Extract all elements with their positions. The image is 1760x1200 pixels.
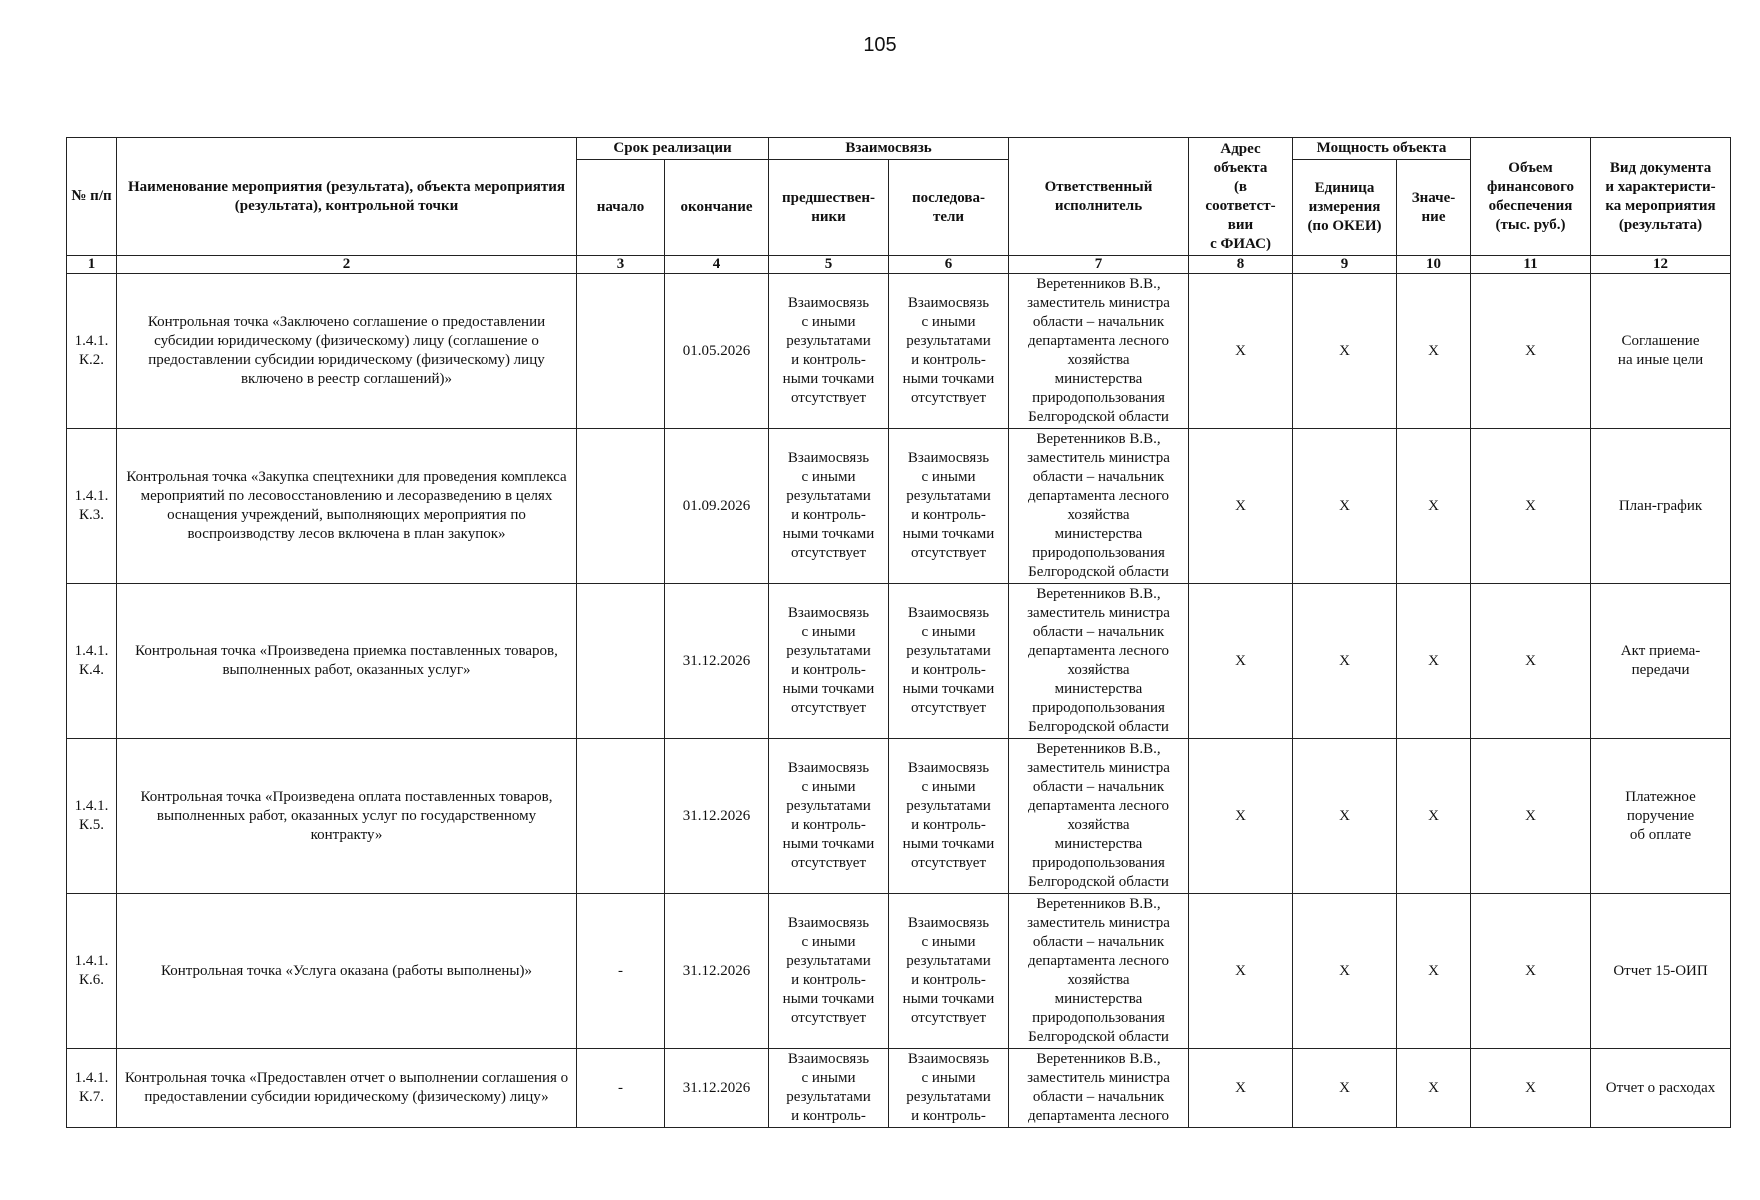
header-start: начало (577, 160, 665, 256)
row-responsible: Веретенников В.В., заместитель министра области – начальник департамента лесного хозяйства министерства природопользования Белгородской области (1009, 429, 1189, 584)
row-number: 1.4.1. К.3. (67, 429, 117, 584)
row-responsible: Веретенников В.В., заместитель министра области – начальник департамента лесного хозяйства министерства природопользования Белгородской области (1009, 584, 1189, 739)
row-unit: X (1293, 1049, 1397, 1128)
row-funding: X (1471, 894, 1591, 1049)
row-predecessors: Взаимосвязь с иными результатами и контроль- ными точками отсутствует (769, 274, 889, 429)
row-successors: Взаимосвязь с иными результатами и контроль- ными точками отсутствует (889, 739, 1009, 894)
header-name: Наименование мероприятия (результата), объекта мероприятия (результата), контрольной точки (117, 138, 577, 256)
row-funding: X (1471, 429, 1591, 584)
header-capacity-group: Мощность объекта (1293, 138, 1471, 160)
table-row (67, 429, 1731, 584)
column-number: 2 (117, 256, 577, 274)
table-row (67, 584, 1731, 739)
row-name: Контрольная точка «Предоставлен отчет о выполнении соглашения о предоставлении субсидии юридическому (физическому) лицу» (117, 1049, 577, 1128)
row-successors: Взаимосвязь с иными результатами и контроль- ными точками отсутствует (889, 584, 1009, 739)
row-unit: X (1293, 584, 1397, 739)
row-address: X (1189, 894, 1293, 1049)
row-funding: X (1471, 584, 1591, 739)
column-number: 9 (1293, 256, 1397, 274)
column-number: 10 (1397, 256, 1471, 274)
row-start (577, 584, 665, 739)
column-number: 12 (1591, 256, 1731, 274)
row-successors: Взаимосвязь с иными результатами и контроль- ными точками отсутствует (889, 429, 1009, 584)
row-start (577, 429, 665, 584)
header-num: № п/п (67, 138, 117, 256)
row-value: X (1397, 274, 1471, 429)
row-doc-type: План-график (1591, 429, 1731, 584)
table-row (67, 274, 1731, 429)
row-successors: Взаимосвязь с иными результатами и контроль- ными точками отсутствует (889, 274, 1009, 429)
row-name: Контрольная точка «Произведена оплата поставленных товаров, выполненных работ, оказанных услуг по государственному контракту» (117, 739, 577, 894)
row-predecessors: Взаимосвязь с иными результатами и контроль- ными точками отсутствует (769, 429, 889, 584)
header-link-group: Взаимосвязь (769, 138, 1009, 160)
row-value: X (1397, 584, 1471, 739)
row-number: 1.4.1. К.6. (67, 894, 117, 1049)
header-period-group: Срок реализации (577, 138, 769, 160)
row-funding: X (1471, 739, 1591, 894)
row-doc-type: Отчет 15-ОИП (1591, 894, 1731, 1049)
row-name: Контрольная точка «Заключено соглашение о предоставлении субсидии юридическому (физическому) лицу (соглашение о предоставлении субсидии юридическому (физическому) лицу включено в реестр соглашений)» (117, 274, 577, 429)
row-predecessors: Взаимосвязь с иными результатами и контроль- ными точками отсутствует (769, 584, 889, 739)
row-doc-type: Платежное поручение об оплате (1591, 739, 1731, 894)
row-number: 1.4.1. К.7. (67, 1049, 117, 1128)
header-address: Адрес объекта (в соответст- вии с ФИАС) (1189, 138, 1293, 256)
row-funding: X (1471, 274, 1591, 429)
row-responsible: Веретенников В.В., заместитель министра области – начальник департамента лесного хозяйства министерства природопользования Белгородской области (1009, 894, 1189, 1049)
row-predecessors: Взаимосвязь с иными результатами и контроль- (769, 1049, 889, 1128)
row-name: Контрольная точка «Закупка спецтехники для проведения комплекса мероприятий по лесовосстановлению и лесоразведению в целях оснащения учреждений, выполняющих мероприятия по воспроизводству лесов включена в план закупок» (117, 429, 577, 584)
row-end: 31.12.2026 (665, 739, 769, 894)
header-value: Значе- ние (1397, 160, 1471, 256)
row-responsible: Веретенников В.В., заместитель министра области – начальник департамента лесного хозяйства министерства природопользования Белгородской области (1009, 274, 1189, 429)
column-number: 7 (1009, 256, 1189, 274)
column-number: 4 (665, 256, 769, 274)
column-number: 5 (769, 256, 889, 274)
table-row (67, 894, 1731, 1049)
row-value: X (1397, 429, 1471, 584)
column-number: 1 (67, 256, 117, 274)
row-doc-type: Акт приема- передачи (1591, 584, 1731, 739)
row-end: 31.12.2026 (665, 894, 769, 1049)
header-end: окончание (665, 160, 769, 256)
row-start: - (577, 894, 665, 1049)
header-responsible: Ответственный исполнитель (1009, 138, 1189, 256)
column-number: 8 (1189, 256, 1293, 274)
page-number: 105 (863, 34, 897, 56)
table-row (67, 1049, 1731, 1128)
row-responsible: Веретенников В.В., заместитель министра области – начальник департамента лесного (1009, 1049, 1189, 1128)
row-address: X (1189, 429, 1293, 584)
row-successors: Взаимосвязь с иными результатами и контроль- ными точками отсутствует (889, 894, 1009, 1049)
row-end: 31.12.2026 (665, 1049, 769, 1128)
row-doc-type: Соглашение на иные цели (1591, 274, 1731, 429)
row-end: 01.09.2026 (665, 429, 769, 584)
column-number: 3 (577, 256, 665, 274)
row-predecessors: Взаимосвязь с иными результатами и контроль- ными точками отсутствует (769, 894, 889, 1049)
row-doc-type: Отчет о расходах (1591, 1049, 1731, 1128)
row-value: X (1397, 894, 1471, 1049)
row-end: 01.05.2026 (665, 274, 769, 429)
header-successors: последова- тели (889, 160, 1009, 256)
row-value: X (1397, 1049, 1471, 1128)
table-row (67, 739, 1731, 894)
row-address: X (1189, 584, 1293, 739)
row-end: 31.12.2026 (665, 584, 769, 739)
row-unit: X (1293, 894, 1397, 1049)
row-responsible: Веретенников В.В., заместитель министра области – начальник департамента лесного хозяйства министерства природопользования Белгородской области (1009, 739, 1189, 894)
row-address: X (1189, 739, 1293, 894)
row-successors: Взаимосвязь с иными результатами и контроль- (889, 1049, 1009, 1128)
column-number: 11 (1471, 256, 1591, 274)
header-funding: Объем финансового обеспечения (тыс. руб.) (1471, 138, 1591, 256)
row-predecessors: Взаимосвязь с иными результатами и контроль- ными точками отсутствует (769, 739, 889, 894)
column-number: 6 (889, 256, 1009, 274)
row-number: 1.4.1. К.2. (67, 274, 117, 429)
row-unit: X (1293, 274, 1397, 429)
row-name: Контрольная точка «Услуга оказана (работы выполнены)» (117, 894, 577, 1049)
column-number-row (67, 256, 1731, 274)
row-funding: X (1471, 1049, 1591, 1128)
row-start (577, 274, 665, 429)
row-value: X (1397, 739, 1471, 894)
row-name: Контрольная точка «Произведена приемка поставленных товаров, выполненных работ, оказанных услуг» (117, 584, 577, 739)
row-start: - (577, 1049, 665, 1128)
row-number: 1.4.1. К.4. (67, 584, 117, 739)
row-unit: X (1293, 739, 1397, 894)
header-predecessors: предшествен- ники (769, 160, 889, 256)
control-points-table (66, 137, 1731, 1128)
row-address: X (1189, 274, 1293, 429)
header-doc-type: Вид документа и характеристи- ка мероприятия (результата) (1591, 138, 1731, 256)
row-start (577, 739, 665, 894)
header-unit: Единица измерения (по ОКЕИ) (1293, 160, 1397, 256)
row-address: X (1189, 1049, 1293, 1128)
row-unit: X (1293, 429, 1397, 584)
row-number: 1.4.1. К.5. (67, 739, 117, 894)
